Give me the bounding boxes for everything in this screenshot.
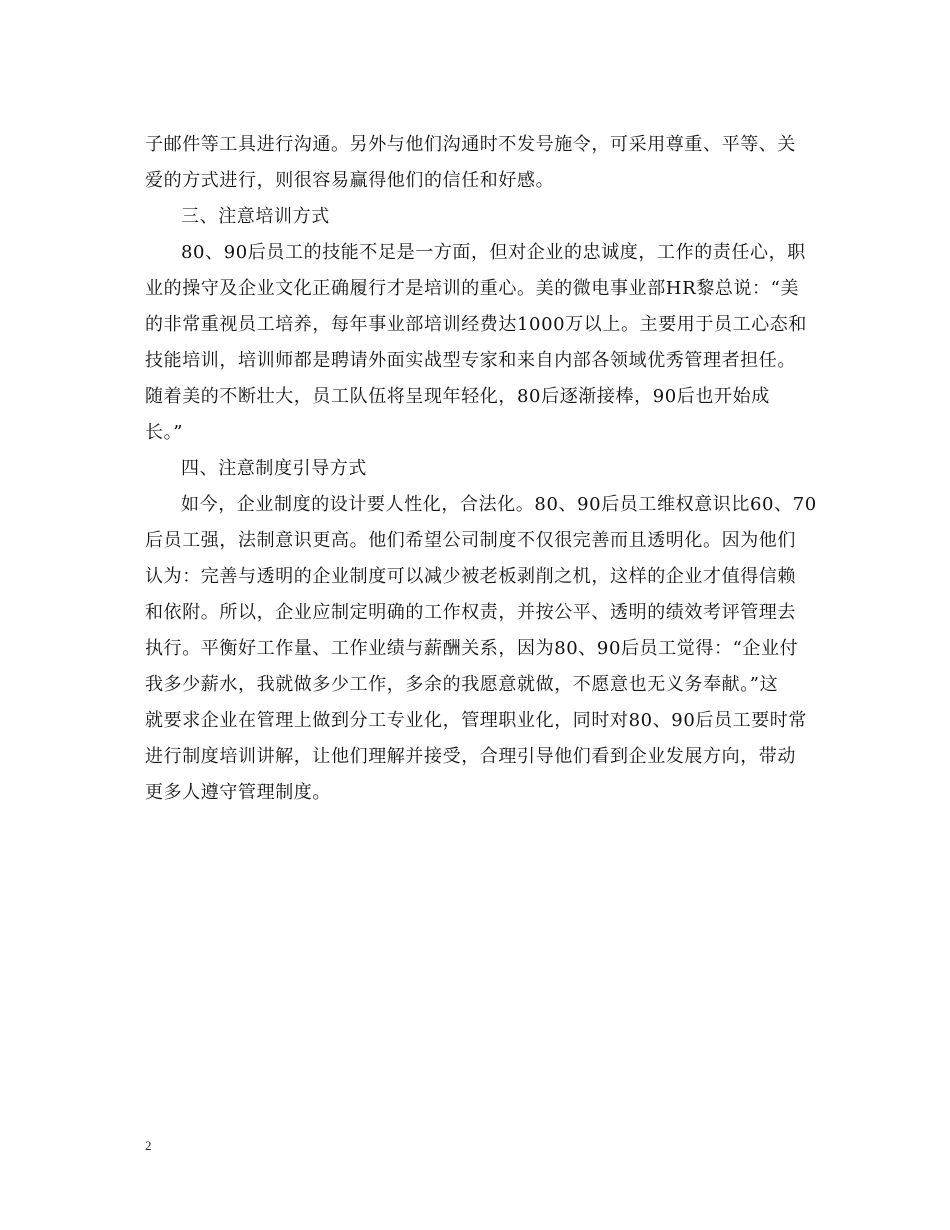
text-line: 更多人遵守管理制度。 bbox=[145, 782, 331, 803]
text-line: 我多少薪水，我就做多少工作，多余的我愿意就做，不愿意也无义务奉献。”这 bbox=[145, 674, 779, 695]
text-line: 技能培训，培训师都是聘请外面实战型专家和来自内部各领域优秀管理者担任。 bbox=[145, 350, 796, 371]
text-line: 的非常重视员工培养，每年事业部培训经费达1000万以上。主要用于员工心态和 bbox=[145, 314, 808, 335]
section-heading: 四、注意制度引导方式 bbox=[181, 458, 367, 479]
text-line: 后员工强，法制意识更高。他们希望公司制度不仅很完善而且透明化。因为他们 bbox=[145, 530, 796, 551]
text-line: 长。” bbox=[145, 422, 184, 443]
text-line: 执行。平衡好工作量、工作业绩与薪酬关系，因为80、90后员工觉得：“企业付 bbox=[145, 638, 799, 659]
text-line: 随着美的不断壮大，员工队伍将呈现年轻化，80后逐渐接棒，90后也开始成 bbox=[145, 386, 770, 407]
text-line: 如今，企业制度的设计要人性化，合法化。80、90后员工维权意识比60、70 bbox=[181, 494, 817, 515]
text-line: 和依附。所以，企业应制定明确的工作权责，并按公平、透明的绩效考评管理去 bbox=[145, 602, 796, 623]
page-number: 2 bbox=[145, 1138, 152, 1153]
text-line: 80、90后员工的技能不足是一方面，但对企业的忠诚度，工作的责任心，职 bbox=[181, 242, 806, 263]
text-line: 爱的方式进行，则很容易赢得他们的信任和好感。 bbox=[145, 170, 555, 191]
text-line: 业的操守及企业文化正确履行才是培训的重心。美的微电事业部HR黎总说：“美 bbox=[145, 278, 800, 299]
text-line: 子邮件等工具进行沟通。另外与他们沟通时不发号施令，可采用尊重、平等、关 bbox=[145, 134, 796, 155]
text-line: 进行制度培训讲解，让他们理解并接受，合理引导他们看到企业发展方向，带动 bbox=[145, 746, 796, 767]
text-line: 认为：完善与透明的企业制度可以减少被老板剥削之机，这样的企业才值得信赖 bbox=[145, 566, 796, 587]
text-line: 就要求企业在管理上做到分工专业化，管理职业化，同时对80、90后员工要时常 bbox=[145, 710, 808, 731]
section-heading: 三、注意培训方式 bbox=[181, 206, 330, 227]
